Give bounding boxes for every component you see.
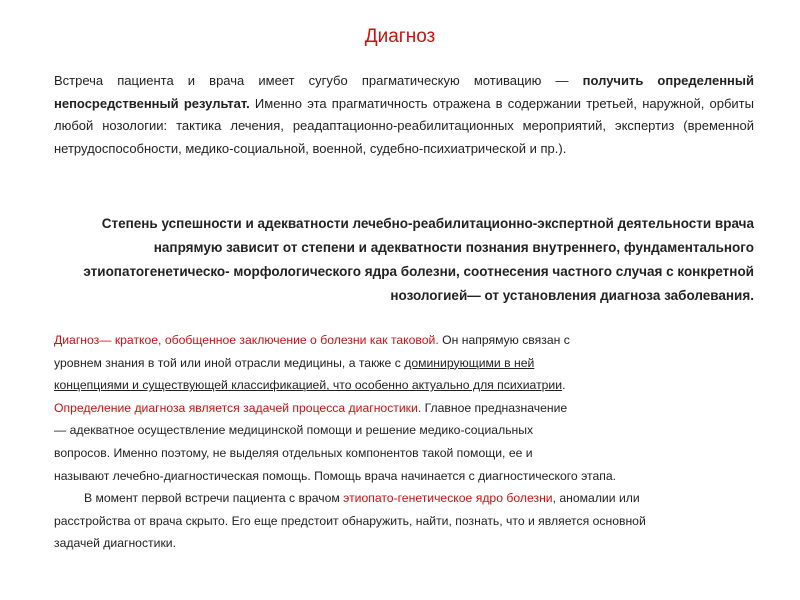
paragraph-pragmatic-motivation <box>54 70 754 160</box>
paragraph1-rest: Именно эта прагматичность отражена в содержании третьей, наружной, орбиты любой нозологии: тактика лечения, реадаптационно-реабилитационных мероприятий, экспертиз (временной нетрудоспособности, медико-социальной, военной, судебно-психиатрической и пр.). <box>54 95 754 156</box>
text-fragment: , аномалии или <box>552 491 640 506</box>
text-fragment: Он напрямую связан с <box>438 333 570 347</box>
text-line <box>54 374 754 397</box>
diagnostics-task-red: Определение диагноза является задачей процесса диагностики. <box>54 400 422 415</box>
text-fragment: В момент первой встречи пациента с врачом <box>84 491 344 506</box>
text-line: называют лечебно-диагностическая помощь. Помощь врача начинается с диагностического этапа. <box>54 468 617 483</box>
text-fragment: уровнем знания в той или иной отрасли медицины, а также с <box>54 355 405 370</box>
underlined-dominating: доминирующими в ней <box>404 355 535 370</box>
text-line: расстройства от врача скрыто. Его еще предстоит обнаружить, найти, познать, что и является основной <box>54 513 646 528</box>
text-line: задачей диагностики. <box>54 536 176 551</box>
slide-title: Диагноз <box>364 26 436 47</box>
paragraph-diagnosis-definition <box>54 329 754 555</box>
text-fragment: Главное предназначение <box>421 400 568 415</box>
text-line <box>54 329 754 352</box>
underlined-concepts: концепциями и существующей классификацией, что особенно актуально для психиатрии <box>54 378 563 393</box>
text-line: — адекватное осуществление медицинской помощи и решение медико-социальных <box>54 423 534 438</box>
text-line <box>54 397 754 420</box>
text-line <box>54 352 754 375</box>
text-fragment: . <box>562 378 566 393</box>
paragraph-success-degree: Степень успешности и адекватности лечебно-реабилитационно-экспертной деятельности врача напрямую зависит от степени и адекватности познания внутреннего, фундаментального этиопатогенетическо- морфологического ядра болезни, соотнесения частного случая с конкретной нозологией— от установления диагноза заболевания. <box>83 216 754 303</box>
text-line: вопросов. Именно поэтому, не выделяя отдельных компонентов такой помощи, ее и <box>54 445 533 460</box>
text-line <box>54 487 754 510</box>
paragraph1-bold: получить определенный непосредственный результат. <box>54 73 754 111</box>
diagnosis-definition-red: Диагноз— краткое, обобщенное заключение о болезни как таковой. <box>54 333 439 347</box>
etiopathogenetic-core-red: этиопато-генетическое ядро болезни <box>343 491 553 506</box>
paragraph1-lead: Встреча пациента и врача имеет сугубо прагматическую мотивацию — <box>54 73 583 88</box>
